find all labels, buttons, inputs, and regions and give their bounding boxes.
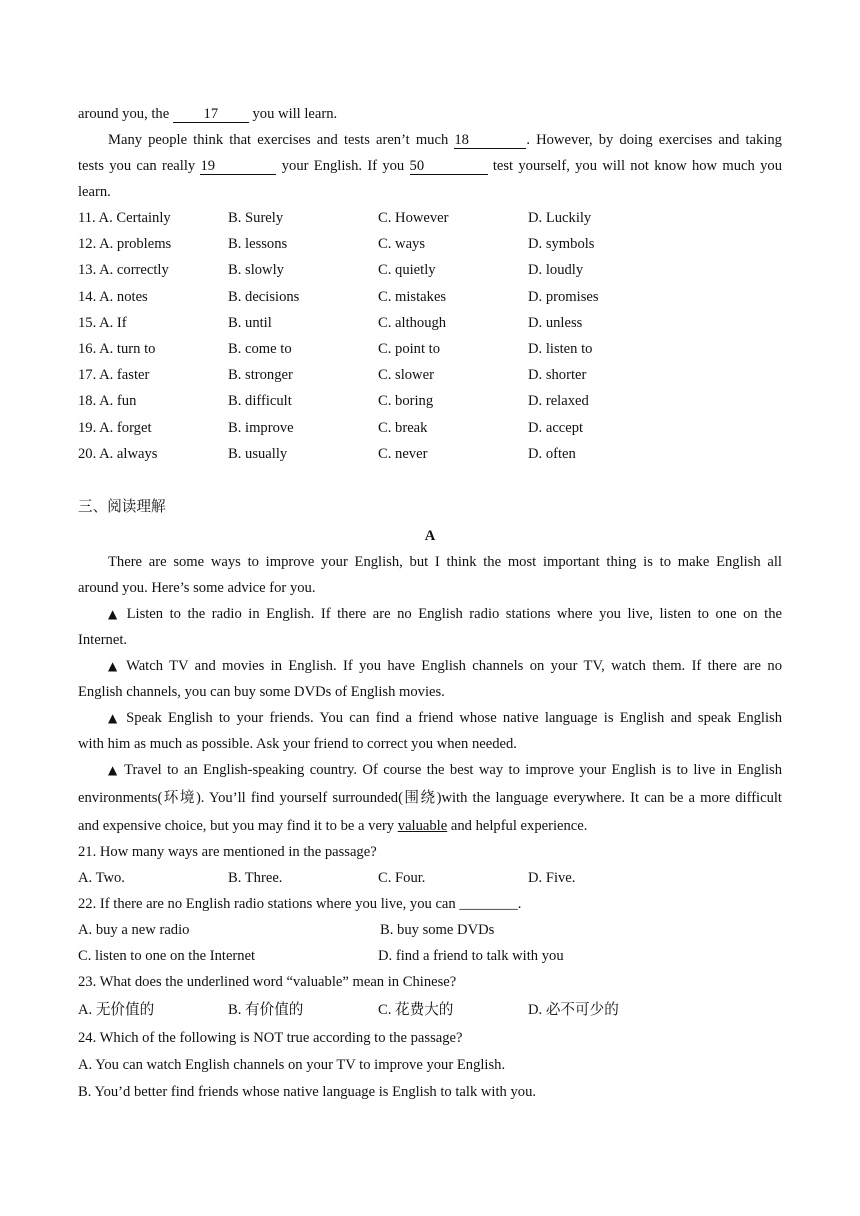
cloze-option-18-a: 18. A. fun <box>78 393 137 410</box>
blank-18: 18 <box>454 133 526 149</box>
cloze-option-16-d: D. listen to <box>528 341 593 357</box>
cloze-option-19-c: C. break <box>378 419 428 436</box>
bullet-3-line2: with him as much as possible. Ask your friend to correct you when needed. <box>78 736 517 752</box>
text: Travel to an English-speaking country. Of course the best way to improve your English is to live in English <box>118 762 782 778</box>
cloze-option-17-c: C. slower <box>378 367 434 384</box>
cloze-option-20-d: D. often <box>528 445 576 462</box>
q23-option-b: B. 有价值的 <box>228 1002 304 1018</box>
cloze-option-12-d: D. symbols <box>528 236 595 253</box>
cloze-option-16-a: 16. A. turn to <box>78 341 156 357</box>
cloze-option-13-d: D. loudly <box>528 262 584 279</box>
cloze-option-20-b: B. usually <box>228 445 288 462</box>
q21-option-c: C. Four. <box>378 870 426 886</box>
triangle-bullet-icon: ▲ <box>108 763 119 777</box>
section-title: 三、阅读理解 <box>78 499 166 515</box>
text: test yourself, you will not know how much you <box>487 158 782 174</box>
cloze-option-15-d: D. unless <box>528 314 583 331</box>
cloze-option-14-a: 14. A. notes <box>78 288 148 305</box>
q22-option-a: A. buy a new radio <box>78 922 190 938</box>
blank-17: 17 <box>173 107 249 123</box>
cloze-option-16-c: C. point to <box>378 341 441 357</box>
cloze-option-19-a: 19. A. forget <box>78 419 152 436</box>
text: tests you can really <box>78 158 201 174</box>
passage-p1-line2: around you. Here’s some advice for you. <box>78 580 316 596</box>
cloze-option-20-a: 20. A. always <box>78 445 158 462</box>
cloze-option-17-b: B. stronger <box>228 367 293 384</box>
cloze-option-14-c: C. mistakes <box>378 288 447 305</box>
passage-letter: A <box>424 528 436 544</box>
question-22: 22. If there are no English radio stations where you live, you can ________. <box>78 896 522 912</box>
text: . However, by doing exercises and taking <box>526 132 782 148</box>
blank-19: 19 <box>200 159 276 175</box>
text: Many people think that exercises and tests aren’t much <box>108 132 455 148</box>
bullet-4-line3 <box>78 817 587 835</box>
q24-option-b: B. You’d better find friends whose native language is English to talk with you. <box>78 1084 537 1100</box>
cloze-line-3 <box>78 157 782 175</box>
text: and helpful experience. <box>447 818 588 834</box>
q22-option-d: D. find a friend to talk with you <box>378 948 564 964</box>
bullet-3-line1 <box>108 709 782 727</box>
cloze-option-13-a: 13. A. correctly <box>78 262 169 279</box>
cloze-option-14-b: B. decisions <box>228 288 300 305</box>
text: Watch TV and movies in English. If you have English channels on your TV, watch them. If there are no <box>119 658 782 674</box>
q21-option-a: A. Two. <box>78 870 125 886</box>
q24-option-a: A. You can watch English channels on your TV to improve your English. <box>78 1057 506 1073</box>
cloze-line-1 <box>78 105 337 123</box>
text: around you, the <box>78 106 173 122</box>
bullet-4-line1 <box>108 761 782 779</box>
text: Speak English to your friends. You can find a friend whose native language is English and speak English <box>119 710 782 726</box>
q23-option-d: D. 必不可少的 <box>528 1002 619 1018</box>
cloze-option-17-d: D. shorter <box>528 367 587 384</box>
cloze-option-15-a: 15. A. If <box>78 314 127 331</box>
cloze-option-11-d: D. Luckily <box>528 210 592 226</box>
cloze-option-14-d: D. promises <box>528 288 599 305</box>
cloze-option-13-b: B. slowly <box>228 262 284 279</box>
bullet-2-line2: English channels, you can buy some DVDs of English movies. <box>78 684 445 700</box>
blank-50: 50 <box>410 159 488 175</box>
q21-option-b: B. Three. <box>228 870 283 886</box>
cloze-option-20-c: C. never <box>378 445 428 462</box>
question-23: 23. What does the underlined word “valuable” mean in Chinese? <box>78 974 457 990</box>
cloze-option-15-b: B. until <box>228 314 272 331</box>
triangle-bullet-icon: ▲ <box>108 607 121 621</box>
text: you will learn. <box>248 106 338 122</box>
cloze-option-12-a: 12. A. problems <box>78 236 172 253</box>
cloze-option-18-b: B. difficult <box>228 393 292 410</box>
text: and expensive choice, but you may find it to be a very <box>78 818 398 834</box>
cloze-option-16-b: B. come to <box>228 341 292 357</box>
underlined-word: valuable <box>397 818 448 834</box>
cloze-option-12-b: B. lessons <box>228 236 288 253</box>
triangle-bullet-icon: ▲ <box>108 711 120 725</box>
bullet-1-line1 <box>108 605 782 623</box>
cloze-option-11-b: B. Surely <box>228 210 284 226</box>
cloze-option-18-c: C. boring <box>378 393 434 410</box>
bullet-1-line2: Internet. <box>78 632 128 648</box>
triangle-bullet-icon: ▲ <box>108 659 120 673</box>
passage-p1-line1: There are some ways to improve your English, but I think the most important thing is to make English all <box>108 554 782 570</box>
cloze-option-13-c: C. quietly <box>378 262 436 279</box>
cloze-option-15-c: C. although <box>378 314 447 331</box>
bullet-2-line1 <box>108 657 782 675</box>
q23-option-a: A. 无价值的 <box>78 1002 155 1018</box>
cloze-option-19-d: D. accept <box>528 419 584 436</box>
cloze-line-2 <box>108 131 782 149</box>
cloze-option-12-c: C. ways <box>378 236 426 253</box>
bullet-4-line2: environments(环境). You’ll find yourself surrounded(围绕)with the language everywhere. It can be a more difficult <box>78 790 782 806</box>
question-21: 21. How many ways are mentioned in the passage? <box>78 844 377 860</box>
q22-option-c: C. listen to one on the Internet <box>78 948 256 964</box>
cloze-option-17-a: 17. A. faster <box>78 367 150 384</box>
cloze-line-4: learn. <box>78 184 111 200</box>
cloze-option-18-d: D. relaxed <box>528 393 589 410</box>
q22-option-b: B. buy some DVDs <box>380 922 495 938</box>
cloze-option-11-a: 11. A. Certainly <box>78 210 171 226</box>
text: your English. If you <box>276 158 410 174</box>
cloze-option-19-b: B. improve <box>228 419 294 436</box>
question-24: 24. Which of the following is NOT true according to the passage? <box>78 1030 463 1046</box>
q21-option-d: D. Five. <box>528 870 576 886</box>
cloze-option-11-c: C. However <box>378 210 449 226</box>
text: Listen to the radio in English. If there are no English radio stations where you live, listen to one on the <box>120 606 782 622</box>
q23-option-c: C. 花费大的 <box>378 1002 454 1018</box>
